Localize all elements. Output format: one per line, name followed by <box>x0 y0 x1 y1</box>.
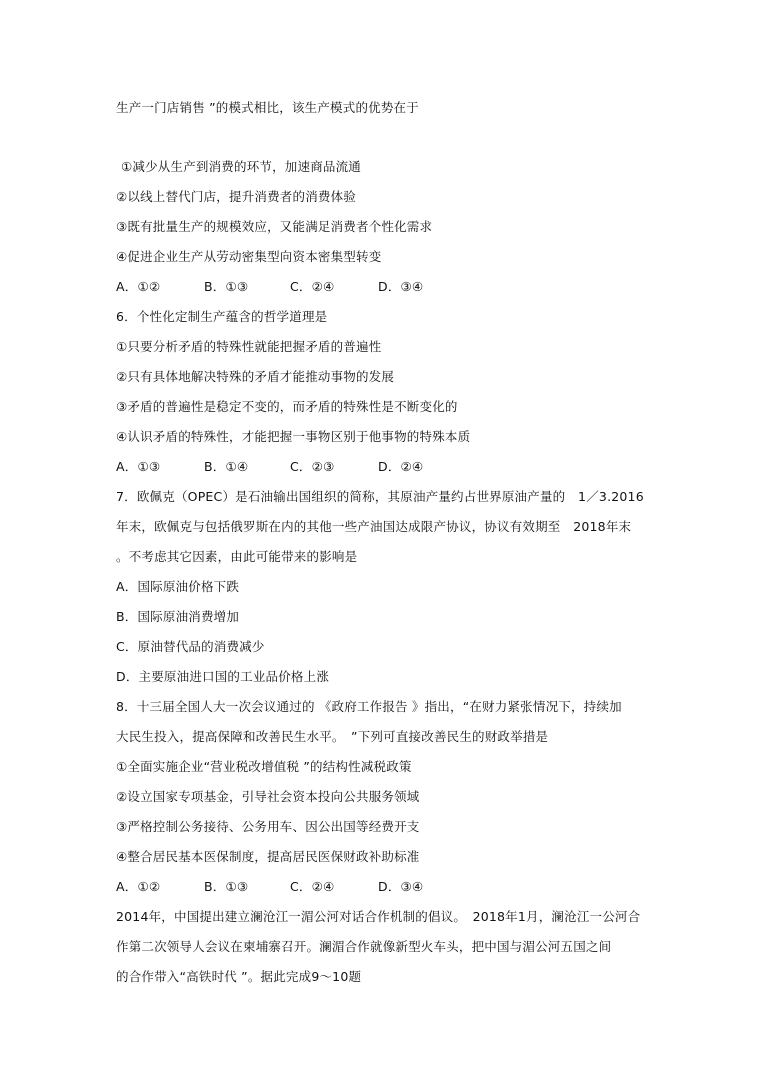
q8-stem-line-2: 大民生投入，提高保障和改善民生水平。 ”下列可直接改善民生的财政举措是 <box>116 729 549 744</box>
q7-stem-line-1: 7．欧佩克（OPEC）是石油输出国组织的简称，其原油产量约占世界原油产量的 1／3.2016 <box>116 489 644 504</box>
q8-choice-b: B．①③ <box>204 879 249 894</box>
passage-line-2: 作第二次领导人会议在柬埔寨召开。澜湄合作就像新型火车头，把中国与湄公河五国之间 <box>116 939 612 954</box>
q7-choice-c: C．原油替代品的消费减少 <box>116 639 265 654</box>
q7-stem-line-2: 年末，欧佩克与包括俄罗斯在内的其他一些产油国达成限产协议，协议有效期至 2018年末 <box>116 519 632 534</box>
q6-choice-c: C．②③ <box>290 459 335 474</box>
q5-choice-d: D．③④ <box>378 279 424 294</box>
q8-option-3: ③严格控制公务接待、公务用车、因公出国等经费开支 <box>116 819 420 834</box>
q5-option-3: ③既有批量生产的规模效应，又能满足消费者个性化需求 <box>116 219 433 234</box>
q5-option-2: ②以线上替代门店，提升消费者的消费体验 <box>116 189 357 204</box>
q8-option-2: ②设立国家专项基金，引导社会资本投向公共服务领域 <box>116 789 420 804</box>
q8-choice-d: D．③④ <box>378 879 424 894</box>
text-line: 生产一门店销售 ”的模式相比，该生产模式的优势在于 <box>116 100 419 115</box>
q7-choice-d: D．主要原油进口国的工业品价格上涨 <box>116 669 330 684</box>
q7-stem-line-3: 。不考虑其它因素，由此可能带来的影响是 <box>116 549 358 564</box>
q7-choice-a: A．国际原油价格下跌 <box>116 579 240 594</box>
q8-choice-c: C．②④ <box>290 879 335 894</box>
q8-choice-a: A．①② <box>116 879 161 894</box>
q6-stem: 6．个性化定制生产蕴含的哲学道理是 <box>116 309 328 324</box>
q6-choices <box>116 459 423 475</box>
q6-choice-d: D．②④ <box>378 459 424 474</box>
passage-line-3: 的合作带入“高铁时代 ”。据此完成9～10题 <box>116 969 362 984</box>
passage-line-1: 2014年，中国提出建立澜沧江一湄公河对话合作机制的倡议。 2018年1月，澜沧江一公河合 <box>116 909 641 924</box>
q5-option-1: ①减少从生产到消费的环节，加速商品流通 <box>121 159 362 174</box>
q6-option-3: ③矛盾的普遍性是稳定不变的，而矛盾的特殊性是不断变化的 <box>116 399 458 414</box>
q6-choice-b: B．①④ <box>204 459 249 474</box>
q8-stem-line-1: 8．十三届全国人大一次会议通过的 《政府工作报告 》指出，“在财力紧张情况下，持续加 <box>116 699 622 714</box>
q5-choice-b: B．①③ <box>204 279 249 294</box>
q5-option-4: ④促进企业生产从劳动密集型向资本密集型转变 <box>116 249 382 264</box>
q6-option-2: ②只有具体地解决特殊的矛盾才能推动事物的发展 <box>116 369 395 384</box>
q6-choice-a: A．①③ <box>116 459 161 474</box>
q8-choices <box>116 879 423 895</box>
q8-option-4: ④整合居民基本医保制度，提高居民医保财政补助标准 <box>116 849 420 864</box>
q6-option-1: ①只要分析矛盾的特殊性就能把握矛盾的普遍性 <box>116 339 382 354</box>
q5-choice-a: A．①② <box>116 279 161 294</box>
q5-choices <box>116 279 423 295</box>
q5-choice-c: C．②④ <box>290 279 335 294</box>
q7-choice-b: B．国际原油消费增加 <box>116 609 240 624</box>
q6-option-4: ④认识矛盾的特殊性，才能把握一事物区别于他事物的特殊本质 <box>116 429 471 444</box>
q8-option-1: ①全面实施企业“营业税改增值税 ”的结构性减税政策 <box>116 759 412 774</box>
